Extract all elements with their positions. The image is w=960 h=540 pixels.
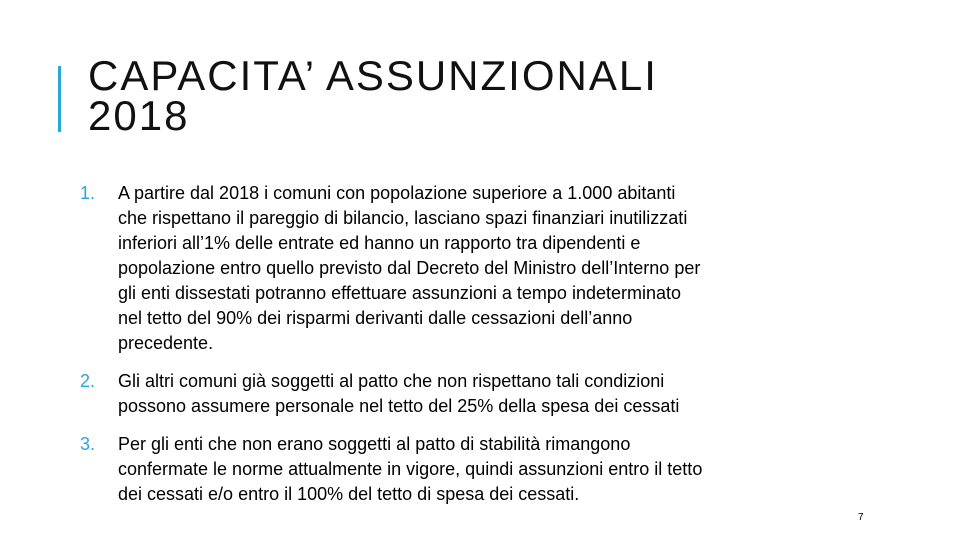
list-item-line: Per gli enti che non erano soggetti al patto di stabilità rimangono (118, 434, 631, 454)
list-item-line: gli enti dissestati potranno effettuare assunzioni a tempo indeterminato (118, 283, 682, 303)
slide-title (88, 52, 658, 139)
list-item-line: Gli altri comuni già soggetti al patto che non rispettano tali condizioni (118, 371, 665, 391)
list-item-line: che rispettano il pareggio di bilancio, lasciano spazi finanziari inutilizzati (118, 208, 688, 228)
title-accent-bar (58, 66, 61, 132)
slide-title-line-1: CAPACITA’ ASSUNZIONALI (88, 52, 658, 99)
list-item-line: popolazione entro quello previsto dal Decreto del Ministro dell’Interno per (118, 258, 701, 278)
numbered-list (80, 181, 850, 520)
slide-title-line-2: 2018 (88, 92, 190, 139)
list-item-line: precedente. (118, 333, 214, 353)
list-item-number: 2. (80, 371, 96, 391)
list-item (80, 181, 850, 356)
list-item (80, 369, 850, 419)
list-item-line: confermate le norme attualmente in vigore, quindi assunzioni entro il tetto (118, 459, 703, 479)
list-item-line: inferiori all’1% delle entrate ed hanno un rapporto tra dipendenti e (118, 233, 641, 253)
list-item-line: A partire dal 2018 i comuni con popolazione superiore a 1.000 abitanti (118, 183, 676, 203)
list-item-line: dei cessati e/o entro il 100% del tetto di spesa dei cessati. (118, 484, 580, 504)
list-item-number: 3. (80, 434, 96, 454)
list-item (80, 432, 850, 507)
list-item-line: nel tetto del 90% dei risparmi derivanti dalle cessazioni dell’anno (118, 308, 633, 328)
list-item-line: possono assumere personale nel tetto del 25% della spesa dei cessati (118, 396, 680, 416)
page-number: 7 (858, 512, 864, 523)
list-item-number: 1. (80, 183, 96, 203)
